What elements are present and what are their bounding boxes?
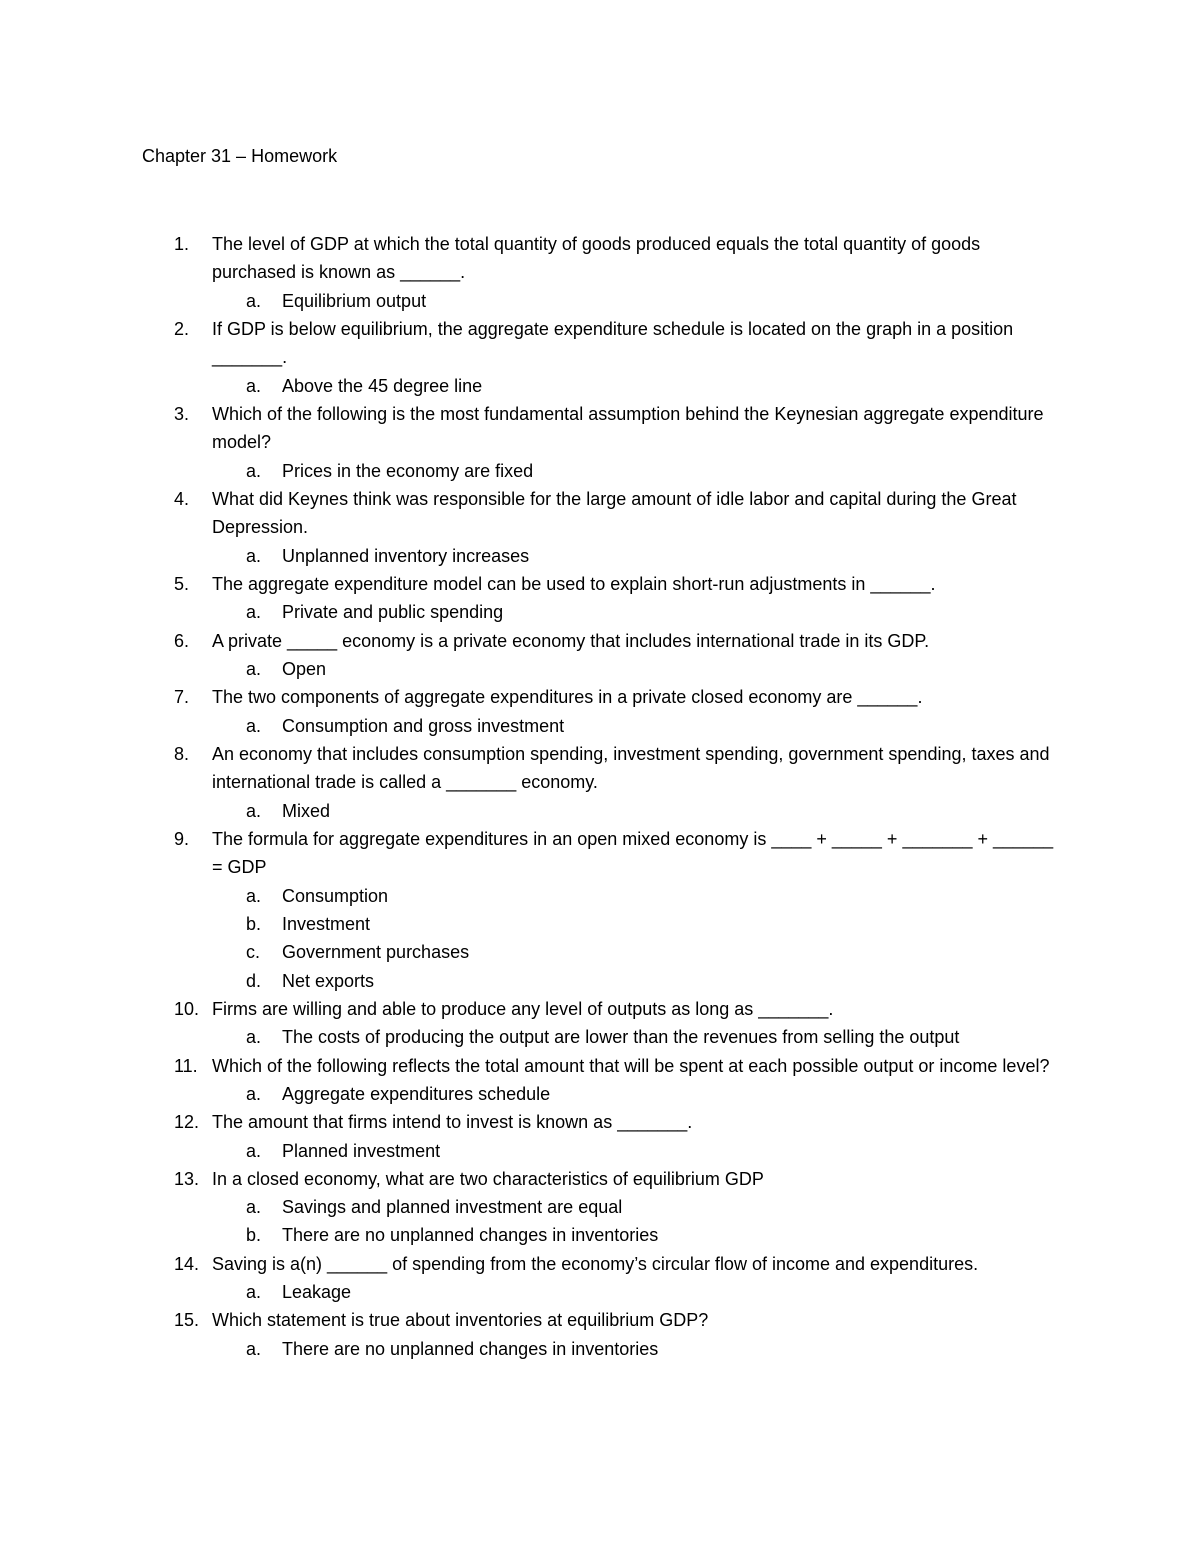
question-item — [0, 485, 1200, 570]
answer-item — [212, 372, 1060, 400]
answer-list — [212, 287, 1060, 315]
question-text: The amount that firms intend to invest is known as _______. — [212, 1112, 693, 1133]
answer-text: Mixed — [282, 800, 331, 821]
answer-text: Net exports — [282, 970, 375, 991]
answer-list — [212, 1278, 1060, 1306]
answer-text: Unplanned inventory increases — [282, 545, 530, 566]
answer-label: b. — [246, 913, 262, 934]
answer-text: Private and public spending — [282, 602, 504, 623]
question-number: 11. — [174, 1055, 198, 1076]
answer-text: There are no unplanned changes in inventories — [282, 1225, 659, 1246]
answer-text: Savings and planned investment are equal — [282, 1197, 623, 1218]
answer-list — [212, 542, 1060, 570]
question-item — [0, 570, 1200, 627]
answer-item — [212, 1023, 1060, 1051]
question-number: 5. — [174, 573, 190, 594]
answer-item — [212, 910, 1060, 938]
answer-text: Open — [282, 658, 327, 679]
question-number: 13. — [174, 1168, 200, 1189]
question-number: 1. — [174, 234, 190, 254]
answer-text: Above the 45 degree line — [282, 375, 483, 396]
answer-item — [212, 967, 1060, 995]
question-number: 4. — [174, 488, 190, 509]
answer-text: Aggregate expenditures schedule — [282, 1083, 551, 1104]
question-number: 15. — [174, 1310, 200, 1331]
answer-label: c. — [246, 942, 261, 963]
answer-label: a. — [246, 1083, 262, 1104]
answer-text: The costs of producing the output are lower than the revenues from selling the output — [282, 1027, 960, 1048]
answer-list — [212, 598, 1060, 626]
question-text: Saving is a(n) ______ of spending from the economy’s circular flow of income and expenditures. — [212, 1253, 979, 1274]
answer-list — [212, 882, 1060, 995]
answer-item — [212, 712, 1060, 740]
question-text: Firms are willing and able to produce any level of outputs as long as _______. — [212, 998, 834, 1019]
answer-list — [212, 655, 1060, 683]
question-item — [0, 683, 1200, 740]
page-title: Chapter 31 – Homework — [142, 146, 338, 166]
question-list — [0, 230, 1200, 1363]
answer-item — [212, 1193, 1060, 1221]
answer-item — [212, 938, 1060, 966]
answer-label: a. — [246, 800, 262, 821]
answer-item — [212, 542, 1060, 570]
answer-label: a. — [246, 290, 262, 311]
question-text: Which of the following reflects the total amount that will be spent at each possible output or income level? — [212, 1055, 1050, 1076]
answer-label: a. — [246, 1140, 262, 1161]
answer-label: a. — [246, 545, 262, 566]
answer-label: a. — [246, 1027, 262, 1048]
question-text: The two components of aggregate expenditures in a private closed economy are ______. — [212, 687, 923, 708]
answer-text: Consumption and gross investment — [282, 715, 565, 736]
answer-item — [212, 1221, 1060, 1249]
answer-label: a. — [246, 460, 262, 481]
answer-list — [212, 1023, 1060, 1051]
question-number: 2. — [174, 318, 190, 339]
answer-list — [212, 712, 1060, 740]
answer-text: Prices in the economy are fixed — [282, 460, 534, 481]
question-item — [0, 825, 1200, 995]
answer-item — [212, 655, 1060, 683]
question-number: 14. — [174, 1253, 200, 1274]
question-item — [0, 315, 1200, 400]
answer-list — [212, 457, 1060, 485]
answer-item — [212, 882, 1060, 910]
answer-label: a. — [246, 1197, 262, 1218]
answer-list — [212, 1335, 1060, 1363]
answer-label: b. — [246, 1225, 262, 1246]
answer-item — [212, 1137, 1060, 1165]
question-text: An economy that includes consumption spending, investment spending, government spending, taxes and international trade is called a _______ economy. — [212, 743, 1050, 793]
question-number: 6. — [174, 630, 190, 651]
answer-item — [212, 287, 1060, 315]
question-text: The aggregate expenditure model can be used to explain short-run adjustments in ______. — [212, 573, 936, 594]
question-item — [0, 400, 1200, 485]
question-item — [0, 740, 1200, 825]
answer-text: Leakage — [282, 1282, 352, 1303]
answer-item — [212, 598, 1060, 626]
answer-label: a. — [246, 658, 262, 679]
answer-list — [212, 797, 1060, 825]
question-number: 7. — [174, 687, 190, 708]
question-item — [0, 995, 1200, 1052]
question-text: In a closed economy, what are two characteristics of equilibrium GDP — [212, 1168, 764, 1189]
question-item — [0, 627, 1200, 684]
answer-list — [212, 1137, 1060, 1165]
question-number: 3. — [174, 403, 190, 424]
answer-item — [212, 1080, 1060, 1108]
question-number: 12. — [174, 1112, 200, 1133]
question-text: Which of the following is the most fundamental assumption behind the Keynesian aggregate expenditure model? — [212, 403, 1044, 453]
answer-label: a. — [246, 602, 262, 623]
answer-list — [212, 372, 1060, 400]
question-number: 8. — [174, 743, 190, 764]
answer-list — [212, 1193, 1060, 1250]
answer-label: a. — [246, 715, 262, 736]
question-text: The level of GDP at which the total quantity of goods produced equals the total quantity of goods purchased is known as ______. — [212, 234, 981, 283]
question-item — [0, 1108, 1200, 1165]
question-number: 10. — [174, 998, 200, 1019]
answer-text: Consumption — [282, 885, 389, 906]
answer-label: a. — [246, 885, 262, 906]
answer-label: a. — [246, 375, 262, 396]
question-text: The formula for aggregate expenditures in an open mixed economy is ____ + _____ + _______ + ______ = GDP — [212, 828, 1054, 878]
answer-text: There are no unplanned changes in inventories — [282, 1338, 659, 1359]
question-text: Which statement is true about inventories at equilibrium GDP? — [212, 1310, 709, 1331]
question-number: 9. — [174, 828, 190, 849]
answer-item — [212, 1278, 1060, 1306]
question-item — [0, 1052, 1200, 1109]
answer-label: a. — [246, 1282, 262, 1303]
answer-label: a. — [246, 1338, 262, 1359]
answer-list — [212, 1080, 1060, 1108]
question-item — [0, 1306, 1200, 1363]
answer-item — [212, 457, 1060, 485]
question-text: What did Keynes think was responsible for the large amount of idle labor and capital during the Great Depression. — [212, 488, 1017, 538]
question-item — [0, 1165, 1200, 1250]
answer-item — [212, 797, 1060, 825]
question-text: A private _____ economy is a private economy that includes international trade in its GDP. — [212, 630, 930, 651]
question-item — [0, 230, 1200, 315]
answer-text: Planned investment — [282, 1140, 441, 1161]
answer-item — [212, 1335, 1060, 1363]
answer-text: Equilibrium output — [282, 290, 427, 311]
question-item — [0, 1250, 1200, 1307]
question-text: If GDP is below equilibrium, the aggregate expenditure schedule is located on the graph in a position _______. — [212, 318, 1014, 368]
answer-label: d. — [246, 970, 262, 991]
answer-text: Investment — [282, 913, 371, 934]
answer-text: Government purchases — [282, 942, 470, 963]
